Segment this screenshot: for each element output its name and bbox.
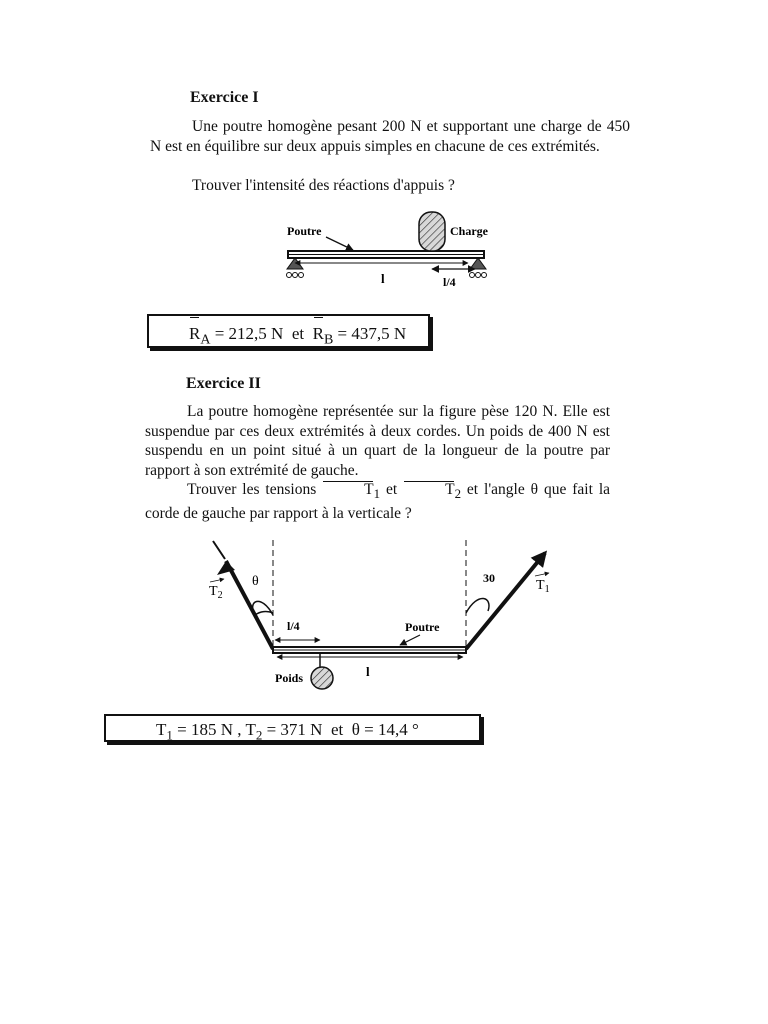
theta-label: θ (252, 574, 259, 589)
exercise-2-question: Trouver les tensions $T_1$ et $T_2$ et l'angle θ que fait la corde de gauche par rapport à la verticale ? (145, 481, 610, 522)
exercise-1-statement: Une poutre homogène pesant 200 N et supportant une charge de 450 N est en équilibre sur deux appuis simples en chacune de ces extrémités. (150, 118, 630, 155)
weight-label: Poids (275, 671, 304, 685)
length-label-2: l (366, 664, 370, 679)
exercise-2-title: Exercice II (186, 375, 261, 392)
angle-30-arc (466, 598, 489, 613)
exercise-1-question: Trouver l'intensité des réactions d'appuis ? (192, 177, 455, 194)
right-rope (466, 553, 545, 649)
right-support (470, 258, 487, 278)
exercise-1-answer: $R_A = 212,5$ N et $R_B = 437,5$ N (147, 314, 430, 348)
exercise-1-title: Exercice I (190, 89, 259, 106)
beam-label: Poutre (287, 224, 322, 238)
rb-symbol: R (313, 316, 324, 352)
weight-shape (311, 667, 333, 689)
exercise-2-answer: $T_1 = 185$ N , $T_2 = 371$ N et θ = 14,4 ° (104, 714, 481, 742)
t2-result: T (245, 720, 256, 739)
length-label: l (381, 271, 385, 286)
ra-symbol: R (189, 316, 200, 352)
t1-result: T (156, 720, 167, 739)
exercise-1-figure (270, 205, 510, 295)
angle-30-label: 30 (483, 571, 495, 585)
t1-label: $T_1$ (536, 578, 550, 595)
beam-label-2: Poutre (405, 620, 440, 634)
left-support (287, 258, 304, 278)
load-label: Charge (450, 224, 488, 238)
quarter-length-label-2: l/4 (287, 619, 300, 633)
left-rope-tip (213, 541, 225, 559)
exercise-2-statement: La poutre homogène représentée sur la figure pèse 120 N. Elle est suspendue par ces deux extrémités à deux cordes. Un poids de 400 N est suspendu en un point situé à un quart de la longueur de la poutre par rapport à son extrémité de gauche. (145, 403, 610, 479)
t2-label: $T_2$ (209, 584, 223, 601)
load-shape (419, 212, 445, 251)
quarter-length-label: l/4 (443, 275, 456, 289)
exercise-2-figure (195, 535, 565, 695)
